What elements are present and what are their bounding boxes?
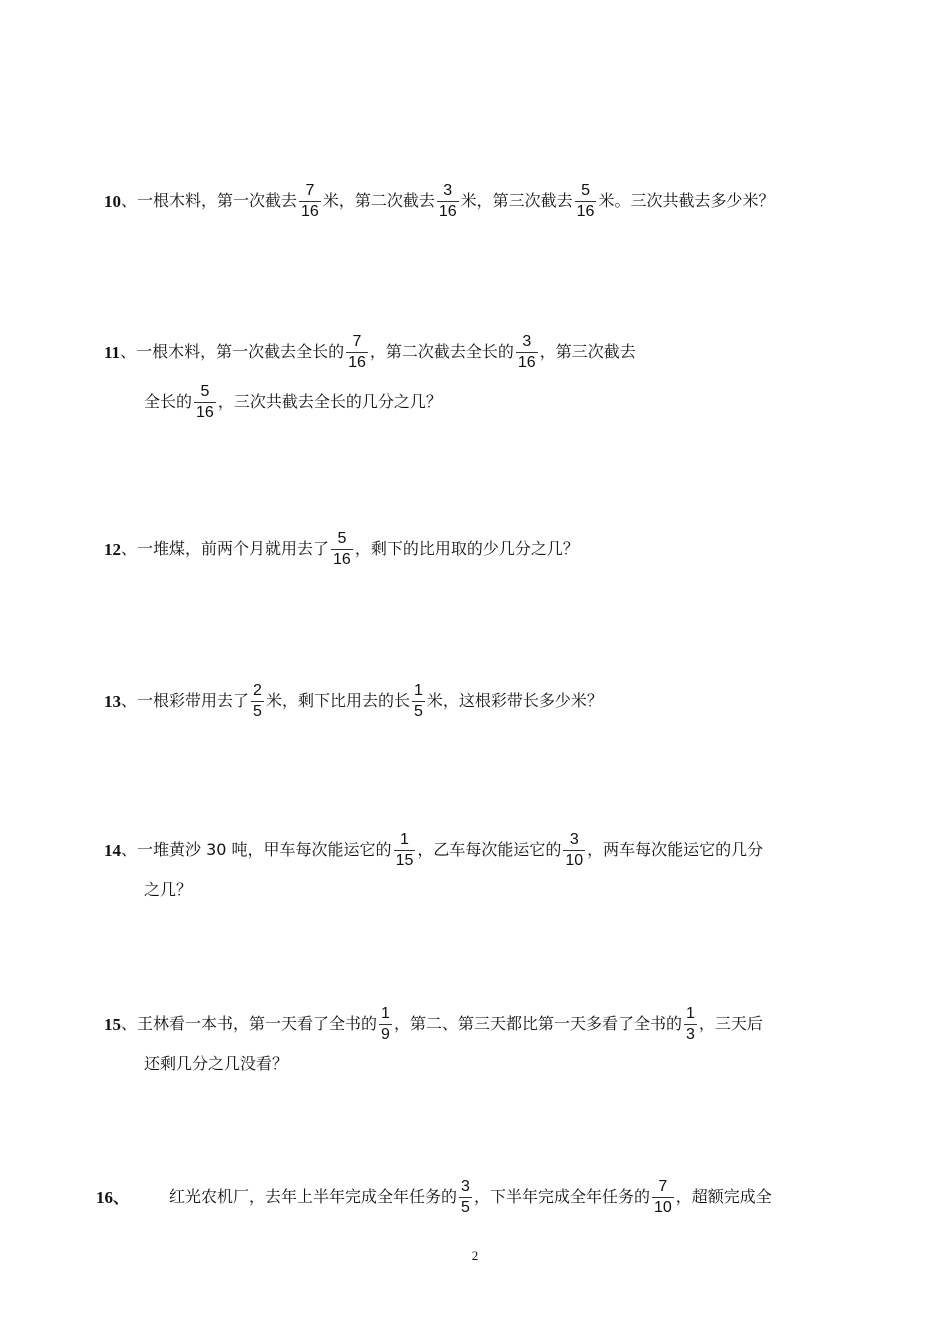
fraction (194, 384, 216, 421)
denominator: 5 (413, 702, 423, 720)
question-separator: 、 (113, 1187, 130, 1207)
question-number: 12 (104, 539, 121, 559)
fraction (563, 832, 585, 869)
question-text: ，第二、第三天都比第一天多看了全书的 (393, 1014, 682, 1033)
question-text: 米，第三次截去 (460, 191, 573, 210)
question-11 (104, 327, 864, 427)
question-number-value: 16 (96, 1187, 113, 1207)
numerator: 5 (337, 529, 347, 547)
question-text: 米，第二次截去 (322, 191, 435, 210)
question-text: 红光农机厂，去年上半年完成全年任务的 (169, 1187, 458, 1206)
question-14 (104, 825, 864, 905)
denominator: 16 (576, 202, 595, 220)
question-separator: 、 (120, 342, 137, 361)
numerator: 1 (400, 830, 409, 848)
question-text: ，三次共截去全长的几分之几？ (217, 392, 442, 411)
question-15-line-1 (104, 999, 864, 1049)
numerator: 3 (569, 830, 579, 848)
numerator: 3 (522, 332, 532, 350)
question-15-line-2 (104, 1049, 864, 1079)
denominator: 16 (196, 403, 214, 421)
numerator: 1 (685, 1004, 695, 1022)
question-15 (104, 999, 864, 1079)
numerator: 5 (200, 382, 210, 400)
denominator: 16 (348, 353, 366, 371)
fraction (684, 1006, 697, 1043)
question-14-line-1 (104, 825, 864, 875)
question-11-line-1 (104, 327, 864, 377)
question-16 (96, 1172, 856, 1222)
denominator: 10 (565, 851, 584, 869)
question-text: 米。三次共截去多少米？ (598, 191, 775, 210)
fraction (652, 1179, 674, 1216)
denominator: 5 (461, 1198, 470, 1216)
question-14-line-2 (104, 875, 864, 905)
question-text: 一堆煤，前两个月就用去了 (137, 539, 330, 558)
question-12 (104, 524, 864, 574)
question-16-line-1 (96, 1172, 856, 1222)
denominator: 16 (517, 353, 536, 371)
question-text: ，两车每次能运它的几分 (587, 840, 764, 859)
fraction (331, 531, 353, 568)
question-text: 米，这根彩带长多少米？ (426, 691, 603, 710)
denominator: 9 (381, 1025, 390, 1043)
fraction (251, 683, 264, 720)
numerator: 7 (305, 181, 315, 199)
denominator: 16 (333, 550, 351, 568)
question-text: 全长的 (144, 392, 193, 411)
question-text: ，超额完成全 (675, 1187, 772, 1206)
question-13 (104, 676, 864, 726)
question-text: 之几？ (144, 880, 193, 899)
question-text: 王林看一本书，第一天看了全书的 (137, 1014, 378, 1033)
fraction (575, 183, 597, 220)
denominator: 15 (395, 851, 414, 869)
question-text: 还剩几分之几没看？ (144, 1054, 289, 1073)
fraction (437, 183, 459, 220)
question-text: ，乙车每次能运它的 (417, 840, 562, 859)
numerator: 1 (413, 681, 423, 699)
question-text: 一根彩带用去了 (137, 691, 250, 710)
question-13-line-1 (104, 676, 864, 726)
question-separator: 、 (121, 191, 138, 210)
question-number: 11 (104, 342, 121, 362)
question-text: ，三天后 (698, 1014, 763, 1033)
question-text: ，下半年完成全年任务的 (473, 1187, 650, 1206)
numerator: 7 (658, 1177, 668, 1195)
question-number: 14 (104, 840, 121, 860)
question-separator: 、 (121, 840, 138, 859)
numerator: 2 (253, 681, 262, 699)
question-text: ，第三次截去 (539, 342, 636, 361)
fraction (346, 334, 368, 371)
numerator: 7 (352, 332, 362, 350)
question-10 (104, 176, 864, 226)
fraction (412, 683, 425, 720)
question-text: ，第二次截去全长的 (369, 342, 514, 361)
question-12-line-1 (104, 524, 864, 574)
fraction (516, 334, 538, 371)
question-11-line-2 (104, 377, 864, 427)
page-number: 2 (471, 1248, 479, 1263)
numerator: 3 (461, 1177, 470, 1195)
denominator: 16 (301, 202, 319, 220)
question-number: 10 (104, 191, 121, 211)
question-text: ，剩下的比用取的少几分之几？ (354, 539, 579, 558)
denominator: 3 (685, 1025, 695, 1043)
question-text: 一堆黄沙 30 吨，甲车每次能运它的 (137, 840, 392, 859)
fraction (459, 1179, 472, 1216)
question-number: 15 (104, 1014, 121, 1034)
fraction (299, 183, 321, 220)
question-text: 一根木料，第一次截去 (137, 191, 298, 210)
numerator: 1 (381, 1004, 390, 1022)
question-number: 13 (104, 691, 121, 711)
denominator: 5 (253, 702, 262, 720)
fraction (394, 832, 416, 869)
numerator: 3 (443, 181, 453, 199)
question-separator: 、 (121, 691, 138, 710)
question-separator: 、 (121, 1014, 138, 1033)
question-text: 一根木料，第一次截去全长的 (136, 342, 345, 361)
denominator: 16 (438, 202, 457, 220)
question-number (96, 1189, 129, 1206)
denominator: 10 (653, 1198, 672, 1216)
question-10-line-1 (104, 176, 864, 226)
numerator: 5 (581, 181, 590, 199)
question-text: 米，剩下比用去的长 (265, 691, 410, 710)
question-separator: 、 (121, 539, 138, 558)
fraction (379, 1006, 392, 1043)
